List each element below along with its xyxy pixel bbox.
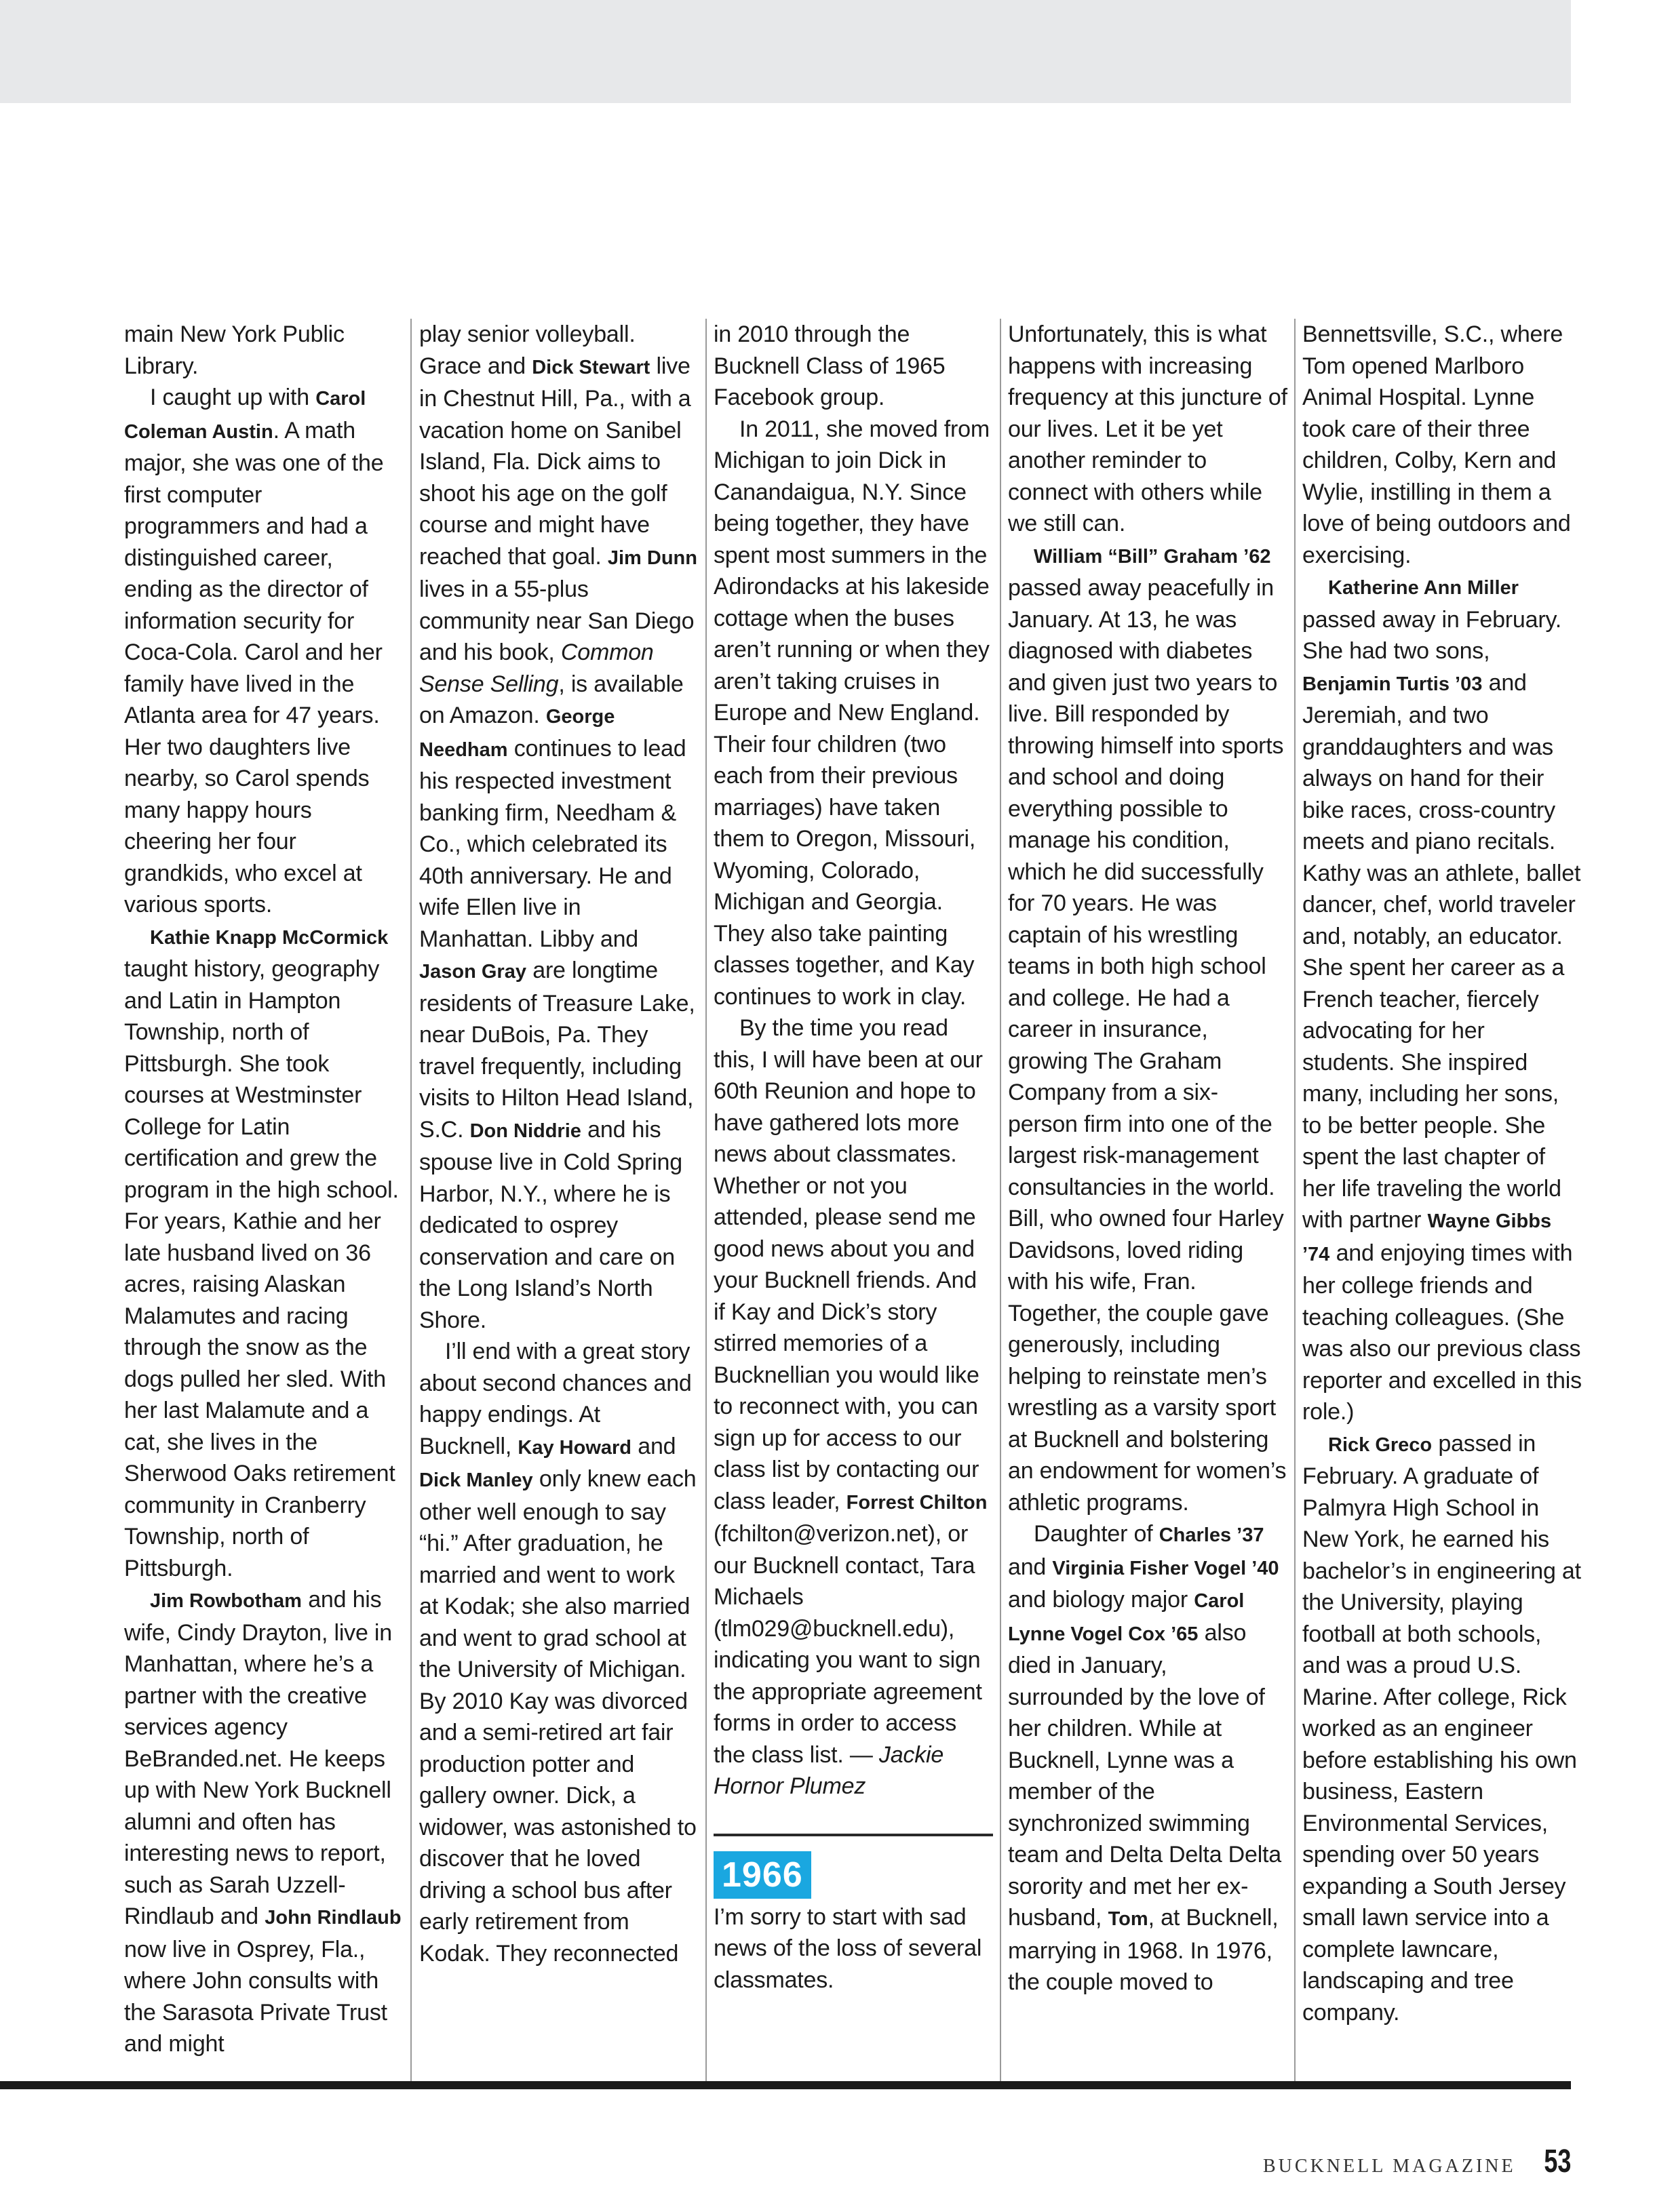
person-name: George Needham (419, 706, 615, 761)
person-name: Kay Howard (518, 1436, 632, 1459)
column-divider (410, 319, 412, 2082)
article-paragraph: Jim Rowbotham and his wife, Cindy Drayton, live in Manhattan, where he’s a partner with the creative services agency BeBranded.net. He keeps up with New York Bucknell alumni and often has interesting news to report, such as Sarah Uzzell-Rindlaub and John Rindlaub now live in Osprey, Fla., where John consults with the Sarasota Private Trust and might (124, 1587, 402, 2057)
article-paragraph: I’ll end with a great story about second chances and happy endings. At Bucknell, Kay Howard and Dick Manley only knew each other well enough to say “hi.” After graduation, he married and went to work at Kodak; she also married and went to grad school at the University of Michigan. By 2010 Kay was divorced and a semi-retired art fair production potter and gallery owner. Dick, a widower, was astonished to discover that he loved driving a school bus after early retirement from Kodak. They reconnected (419, 1339, 697, 1967)
header-band (0, 0, 1571, 103)
article-paragraph: I’m sorry to start with sad news of the loss of several classmates. (714, 1903, 982, 1993)
column-1 (124, 319, 404, 2060)
article-paragraph: play senior volleyball. Grace and Dick Stewart live in Chestnut Hill, Pa., with a vacation home on Sanibel Island, Fla. Dick aims to shoot his age on the golf course and might have reached that goal. Jim Dunn lives in a 55-plus community near San Diego and his book, Common Sense Selling, is available on Amazon. George Needham continues to lead his respected investment banking firm, Needham & Co., which celebrated its 40th anniversary. He and wife Ellen live in Manhattan. Libby and Jason Gray are longtime residents of Treasure Lake, near DuBois, Pa. They travel frequently, including visits to Hilton Head Island, S.C. Don Niddrie and his spouse live in Cold Spring Harbor, N.Y., where he is dedicated to osprey conservation and care on the Long Island’s North Shore. (419, 321, 697, 1333)
page-number: 53 (1543, 2144, 1571, 2179)
class-year-heading: 1966 (714, 1851, 811, 1899)
column-5 (1302, 319, 1582, 2028)
person-name: Benjamin Turtis ’03 (1302, 673, 1483, 695)
person-name: Carol Coleman Austin (124, 388, 366, 443)
person-name: Forrest Chilton (846, 1491, 988, 1514)
person-name: William “Bill” Graham ’62 (1034, 545, 1271, 568)
magazine-name: BUCKNELL MAGAZINE (1263, 2156, 1516, 2177)
person-name: Wayne Gibbs ’74 (1302, 1210, 1552, 1265)
person-name: Don Niddrie (469, 1120, 581, 1142)
person-name: Katherine Ann Miller (1328, 577, 1519, 599)
italic-text: Jackie Hornor Plumez (714, 1741, 944, 1799)
article-paragraph: I caught up with Carol Coleman Austin. A math major, she was one of the first computer programmers and had a distinguished career, ending as the director of information security for Coca-Cola. Carol and her family have lived in the Atlanta area for 47 years. Her two daughters live nearby, so Carol spends many happy hours cheering her four grandkids, who excel at various sports. (124, 384, 384, 917)
article-paragraph: By the time you read this, I will have been at our 60th Reunion and hope to have gathered lots more news about classmates. Whether or not you attended, please send me good news about you and your Bucknell friends. And if Kay and Dick’s story stirred memories of a Bucknellian you would like to reconnect with, you can sign up for access to our class list by contacting our class leader, Forrest Chilton (fchilton@verizon.net), or our Bucknell contact, Tara Michaels (tlm029@bucknell.edu), indicating you want to sign the appropriate agreement forms in order to access the class list. — Jackie Hornor Plumez (714, 1015, 988, 1799)
person-name: Rick Greco (1328, 1434, 1433, 1456)
person-name: Tom (1108, 1908, 1148, 1930)
article-paragraph: Unfortunately, this is what happens with increasing frequency at this juncture of our lives. Let it be yet another reminder to connect with others while we still can. (1008, 321, 1287, 536)
column-2 (419, 319, 699, 1969)
person-name: Jason Gray (419, 961, 526, 983)
article-paragraph: Rick Greco passed in February. A graduate of Palmyra High School in New York, he earned his bachelor’s in engineering at the University, playing football at both schools, and was a proud U.S. Marine. After college, Rick worked as an engineer before establishing his own business, Eastern Environmental Services, spending over 50 years expanding a South Jersey small lawn service into a complete lawncare, landscaping and tree company. (1302, 1430, 1581, 2026)
article-paragraph: Katherine Ann Miller passed away in February. She had two sons, Benjamin Turtis ’03 and Jeremiah, and two granddaughters and was always on hand for their bike races, cross-country meets and piano recitals. Kathy was an athlete, ballet dancer, chef, world traveler and, notably, an educator. She spent her career as a French teacher, fiercely advocating for her students. She inspired many, including her sons, to be better people. She spent the last chapter of her life traveling the world with partner Wayne Gibbs ’74 and enjoying times with her college friends and teaching colleagues. (She was also our previous class reporter and excelled in this role.) (1302, 577, 1582, 1425)
section-rule (714, 1834, 993, 1836)
person-name: Dick Stewart (532, 356, 650, 378)
bottom-rule (0, 2081, 1571, 2089)
person-name: Charles ’37 (1159, 1524, 1264, 1546)
person-name: Kathie Knapp McCormick (150, 926, 389, 949)
column-divider (1000, 319, 1001, 2082)
page-footer (1263, 2143, 1571, 2180)
article-paragraph: Bennettsville, S.C., where Tom opened Marlboro Animal Hospital. Lynne took care of their three children, Colby, Kern and Wylie, instilling in them a love of being outdoors and exercising. (1302, 321, 1571, 568)
person-name: John Rindlaub (265, 1907, 402, 1929)
person-name: Carol Lynne Vogel Cox ’65 (1008, 1590, 1245, 1645)
article-paragraph: Daughter of Charles ’37 and Virginia Fisher Vogel ’40 and biology major Carol Lynne Vogel Cox ’65 also died in January, surrounded by the love of her children. While at Bucknell, Lynne was a member of the synchronized swimming team and Delta Delta Delta sorority and met her ex-husband, Tom, at Bucknell, marrying in 1968. In 1976, the couple moved to (1008, 1521, 1282, 1995)
column-3 (714, 319, 993, 1996)
article-paragraph: in 2010 through the Bucknell Class of 1965 Facebook group. (714, 321, 946, 410)
person-name: Dick Manley (419, 1469, 533, 1491)
person-name: Jim Rowbotham (150, 1590, 302, 1612)
column-divider (1294, 319, 1296, 2082)
column-divider (705, 319, 707, 2082)
article-paragraph: William “Bill” Graham ’62 passed away peacefully in January. At 13, he was diagnosed with diabetes and given just two years to live. Bill responded by throwing himself into sports and school and doing everything possible to manage his condition, which he did successfully for 70 years. He was captain of his wrestling teams in both high school and college. He had a career in insurance, growing The Graham Company from a six-person firm into one of the largest risk-management consultancies in the world. Bill, who owned four Harley Davidsons, loved riding with his wife, Fran. Together, the couple gave generously, including helping to reinstate men’s wrestling as a varsity sport at Bucknell and bolstering an endowment for women’s athletic programs. (1008, 545, 1287, 1516)
article-paragraph: In 2011, she moved from Michigan to join Dick in Canandaigua, N.Y. Since being together, they have spent most summers in the Adirondacks at his lakeside cottage when the buses aren’t running or when they aren’t taking cruises in Europe and New England. Their four children (two each from their previous marriages) have taken them to Oregon, Missouri, Wyoming, Colorado, Michigan and Georgia. They also take painting classes together, and Kay continues to work in clay. (714, 416, 990, 1010)
person-name: Jim Dunn (607, 547, 697, 569)
italic-text: Common Sense Selling (419, 639, 654, 697)
column-4 (1008, 319, 1287, 1998)
article-paragraph: Kathie Knapp McCormick taught history, geography and Latin in Hampton Township, north of Pittsburgh. She took courses at Westminster College for Latin certification and grew the program in the high school. For years, Kathie and her late husband lived on 36 acres, raising Alaskan Malamutes and racing through the snow as the dogs pulled her sled. With her last Malamute and a cat, she lives in the Sherwood Oaks retirement community in Cranberry Township, north of Pittsburgh. (124, 926, 399, 1581)
article-paragraph: main New York Public Library. (124, 321, 345, 379)
person-name: Virginia Fisher Vogel ’40 (1052, 1557, 1279, 1579)
